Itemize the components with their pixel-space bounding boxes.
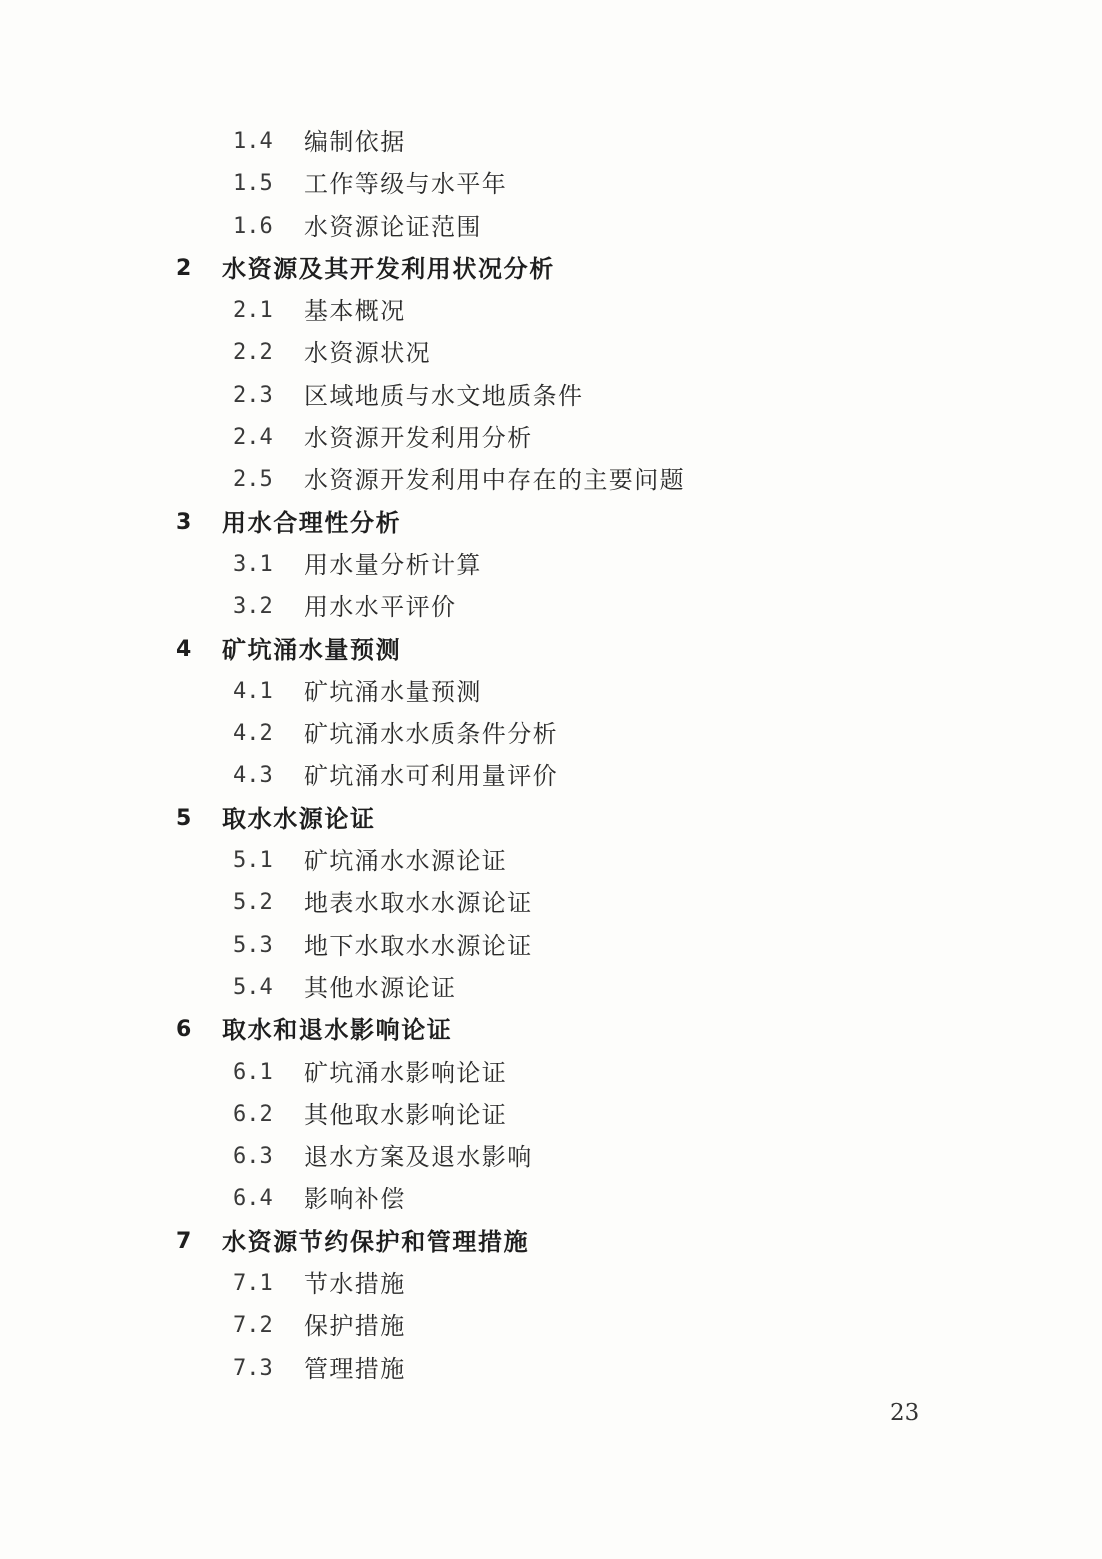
toc-entry-number: 5.4 — [233, 974, 273, 1000]
toc-entry-number: 4.1 — [233, 678, 273, 704]
toc-entry-title: 影响补偿 — [304, 1185, 406, 1214]
table-of-contents — [0, 121, 1102, 1390]
toc-entry-number: 2.1 — [233, 298, 273, 324]
toc-entry-number: 2.5 — [233, 467, 273, 493]
toc-entry-number: 3 — [176, 509, 192, 535]
toc-chapter — [0, 1009, 1102, 1051]
page-number: 23 — [890, 1400, 920, 1426]
toc-entry-number: 6.4 — [233, 1186, 273, 1212]
toc-entry-title: 矿坑涌水量预测 — [222, 635, 402, 664]
toc-section — [0, 1052, 1102, 1094]
toc-entry-title: 水资源论证范围 — [304, 212, 482, 241]
toc-entry-title: 用水水平评价 — [304, 593, 457, 622]
toc-section — [0, 163, 1102, 205]
toc-entry-title: 其他水源论证 — [304, 973, 457, 1002]
toc-chapter — [0, 1221, 1102, 1263]
toc-section — [0, 206, 1102, 248]
toc-entry-title: 矿坑涌水水质条件分析 — [304, 720, 558, 749]
toc-section — [0, 1136, 1102, 1178]
toc-section — [0, 544, 1102, 586]
toc-section — [0, 671, 1102, 713]
toc-entry-number: 5.3 — [233, 932, 273, 958]
toc-entry-title: 保护措施 — [304, 1312, 406, 1341]
toc-entry-number: 7.2 — [233, 1313, 273, 1339]
toc-entry-number: 5 — [176, 805, 192, 831]
toc-entry-number: 2.4 — [233, 425, 273, 451]
toc-entry-title: 地表水取水水源论证 — [304, 889, 533, 918]
toc-entry-title: 工作等级与水平年 — [304, 170, 508, 199]
toc-entry-title: 取水和退水影响论证 — [222, 1016, 453, 1045]
toc-section — [0, 713, 1102, 755]
toc-entry-number: 2.2 — [233, 340, 273, 366]
toc-entry-number: 4 — [176, 636, 192, 662]
toc-section — [0, 1094, 1102, 1136]
toc-entry-title: 编制依据 — [304, 128, 406, 156]
toc-entry-number: 4.2 — [233, 721, 273, 747]
toc-section — [0, 290, 1102, 332]
toc-section — [0, 1305, 1102, 1347]
toc-section — [0, 417, 1102, 459]
toc-chapter — [0, 798, 1102, 840]
toc-section — [0, 586, 1102, 628]
toc-entry-title: 水资源节约保护和管理措施 — [222, 1227, 530, 1256]
toc-entry-title: 区域地质与水文地质条件 — [304, 381, 584, 410]
toc-entry-number: 3.2 — [233, 594, 273, 620]
toc-section — [0, 755, 1102, 797]
toc-section — [0, 840, 1102, 882]
toc-entry-number: 4.3 — [233, 763, 273, 789]
toc-entry-number: 5.2 — [233, 890, 273, 916]
toc-entry-number: 1.4 — [233, 129, 273, 154]
toc-section — [0, 882, 1102, 924]
toc-entry-title: 水资源开发利用分析 — [304, 424, 533, 453]
toc-entry-number: 3.1 — [233, 551, 273, 577]
toc-entry-title: 基本概况 — [304, 297, 406, 326]
toc-entry-title: 矿坑涌水可利用量评价 — [304, 762, 558, 791]
toc-section — [0, 121, 1102, 163]
toc-entry-title: 用水合理性分析 — [222, 508, 402, 537]
toc-section — [0, 1263, 1102, 1305]
toc-entry-number: 6 — [176, 1017, 192, 1043]
toc-entry-title: 取水水源论证 — [222, 804, 376, 833]
toc-entry-title: 矿坑涌水量预测 — [304, 677, 482, 706]
toc-entry-number: 7.3 — [233, 1355, 273, 1381]
toc-entry-number: 6.1 — [233, 1059, 273, 1085]
toc-entry-number: 2 — [176, 255, 192, 281]
toc-entry-title: 管理措施 — [304, 1354, 406, 1383]
toc-entry-title: 节水措施 — [304, 1270, 406, 1299]
toc-entry-title: 用水量分析计算 — [304, 550, 482, 579]
toc-entry-title: 水资源及其开发利用状况分析 — [222, 254, 555, 283]
toc-chapter — [0, 629, 1102, 671]
toc-entry-title: 矿坑涌水水源论证 — [304, 847, 508, 876]
toc-chapter — [0, 502, 1102, 544]
toc-entry-number: 2.3 — [233, 382, 273, 408]
toc-section — [0, 1178, 1102, 1220]
toc-entry-number: 6.3 — [233, 1144, 273, 1170]
toc-entry-title: 水资源状况 — [304, 339, 431, 368]
toc-entry-title: 地下水取水水源论证 — [304, 931, 533, 960]
toc-section — [0, 332, 1102, 374]
toc-section — [0, 459, 1102, 501]
toc-entry-title: 其他取水影响论证 — [304, 1100, 508, 1129]
toc-section — [0, 1348, 1102, 1390]
toc-entry-title: 退水方案及退水影响 — [304, 1143, 533, 1172]
toc-entry-number: 7 — [176, 1228, 192, 1254]
toc-section — [0, 925, 1102, 967]
toc-entry-number: 7.1 — [233, 1271, 273, 1297]
toc-chapter — [0, 248, 1102, 290]
toc-section — [0, 967, 1102, 1009]
toc-section — [0, 375, 1102, 417]
toc-entry-number: 6.2 — [233, 1101, 273, 1127]
toc-entry-title: 矿坑涌水影响论证 — [304, 1058, 508, 1087]
toc-entry-number: 5.1 — [233, 848, 273, 874]
toc-entry-number: 1.6 — [233, 213, 273, 239]
toc-entry-number: 1.5 — [233, 171, 273, 197]
toc-entry-title: 水资源开发利用中存在的主要问题 — [304, 466, 685, 495]
